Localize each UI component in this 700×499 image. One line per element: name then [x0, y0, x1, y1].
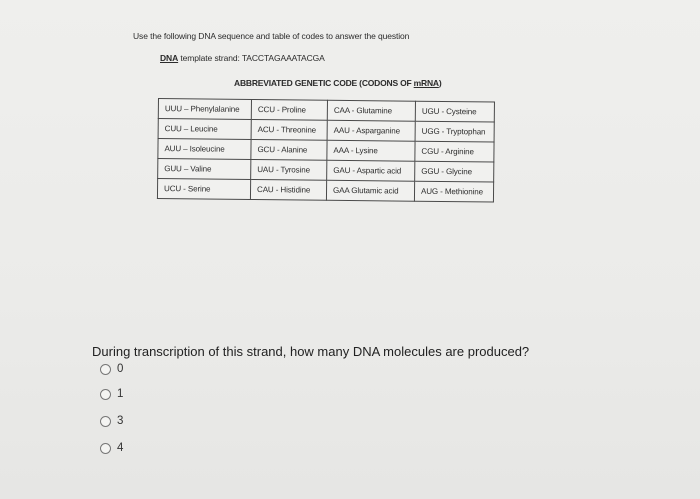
radio-button[interactable] [100, 443, 111, 454]
caption-end: ) [438, 78, 442, 88]
instruction-text: Use the following DNA sequence and table of codes to answer the question [133, 31, 410, 41]
caption-main: ABBREVIATED GENETIC CODE (CODONS OF [234, 78, 414, 88]
codon-cell: UUU – Phenylalanine [158, 99, 251, 120]
codon-cell: CAU - Histidine [250, 179, 326, 200]
codon-cell: CUU – Leucine [158, 119, 251, 140]
codon-cell: UCU - Serine [157, 179, 250, 200]
radio-button[interactable] [100, 416, 111, 427]
codon-cell: GUU – Valine [158, 159, 251, 180]
codon-cell: AAU - Asparganine [327, 120, 415, 141]
codon-cell: CAA - Glutamine [327, 100, 415, 121]
option-label: 0 [117, 363, 124, 375]
answer-option-4[interactable] [100, 440, 123, 456]
caption-mrna: mRNA [413, 78, 439, 88]
codon-row [157, 179, 493, 203]
codon-cell: CGU - Arginine [415, 141, 494, 162]
codon-cell: UGU - Cysteine [415, 101, 494, 122]
codon-cell: AUU – Isoleucine [158, 139, 251, 160]
codon-cell: GAA Glutamic acid [326, 180, 414, 201]
codon-cell: GAU - Aspartic acid [327, 160, 415, 181]
codon-cell: UGG - Tryptophan [415, 121, 494, 142]
strand-label: DNA [160, 53, 179, 63]
codon-cell: GGU - Glycine [415, 161, 494, 182]
answer-option-3[interactable] [100, 413, 123, 429]
codon-cell: UAU - Tyrosine [251, 159, 327, 180]
radio-button[interactable] [100, 389, 111, 400]
dna-strand-line [160, 53, 325, 63]
strand-sequence: template strand: TACCTAGAAATACGA [178, 53, 325, 63]
codon-cell: GCU - Alanine [251, 139, 327, 160]
table-caption [234, 78, 441, 88]
codon-cell: AAA - Lysine [327, 140, 415, 161]
codon-table [157, 98, 495, 203]
option-label: 4 [117, 442, 124, 454]
option-label: 3 [117, 415, 124, 427]
answer-option-1[interactable] [100, 386, 123, 402]
question-text: During transcription of this strand, how many DNA molecules are produced? [92, 344, 530, 359]
radio-button[interactable] [100, 364, 111, 375]
option-label: 1 [117, 388, 124, 400]
codon-cell: ACU - Threonine [251, 119, 327, 140]
answer-option-0[interactable] [100, 361, 123, 377]
codon-cell: CCU - Proline [251, 99, 327, 120]
codon-cell: AUG - Methionine [414, 181, 493, 202]
